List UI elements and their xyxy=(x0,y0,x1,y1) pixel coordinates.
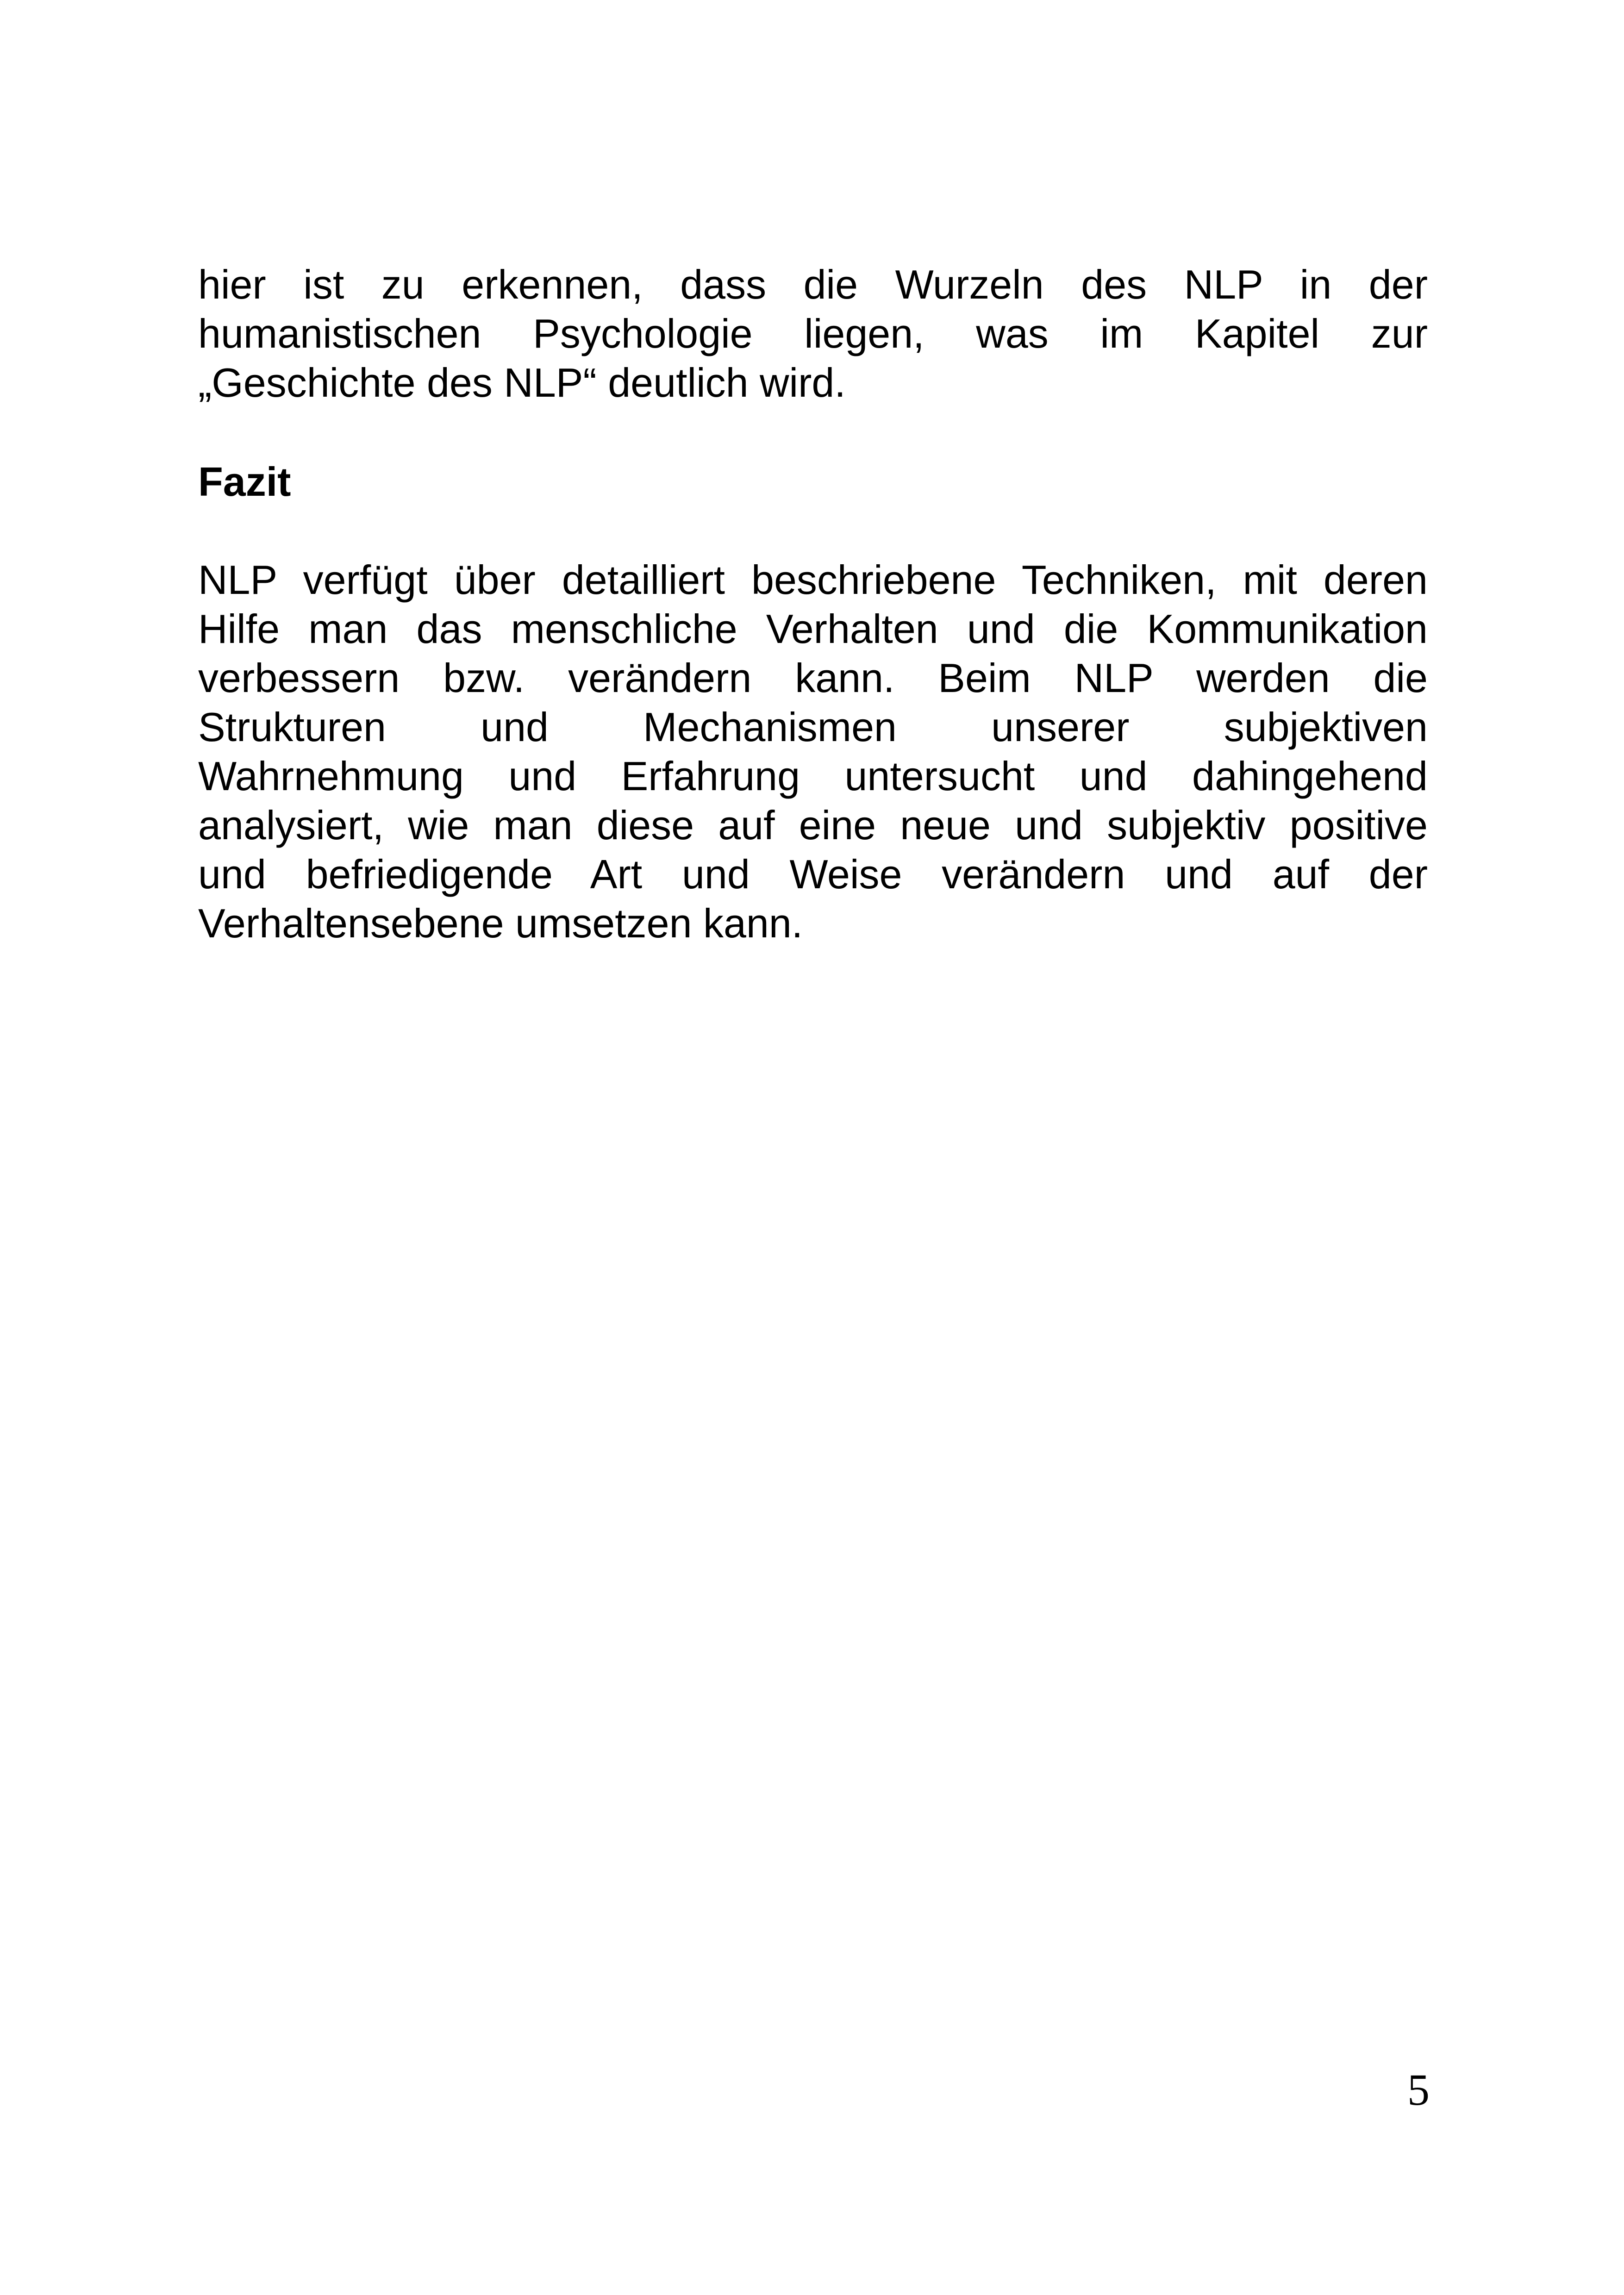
intro-line: humanistischen Psychologie liegen, was im Kapitel zur xyxy=(198,311,1428,356)
body-line: Wahrnehmung und Erfahrung untersucht und dahingehend xyxy=(198,753,1428,799)
body-line: und befriedigende Art und Weise verändern und auf der xyxy=(198,851,1428,897)
intro-paragraph xyxy=(198,260,1428,407)
conclusion-paragraph xyxy=(198,555,1428,948)
body-line: NLP verfügt über detailliert beschriebene Techniken, mit deren xyxy=(198,557,1428,603)
section-heading: Fazit xyxy=(198,459,291,505)
page-number: 5 xyxy=(1407,2065,1430,2114)
intro-line: hier ist zu erkennen, dass die Wurzeln des NLP in der xyxy=(198,262,1428,307)
intro-line: „Geschichte des NLP“ deutlich wird. xyxy=(198,360,846,405)
body-line: analysiert, wie man diese auf eine neue und subjektiv positive xyxy=(198,802,1428,848)
body-line: Verhaltensebene umsetzen kann. xyxy=(198,900,803,946)
body-line: Strukturen und Mechanismen unserer subjektiven xyxy=(198,704,1428,750)
body-line: verbessern bzw. verändern kann. Beim NLP werden die xyxy=(198,655,1428,701)
body-line: Hilfe man das menschliche Verhalten und die Kommunikation xyxy=(198,606,1428,652)
